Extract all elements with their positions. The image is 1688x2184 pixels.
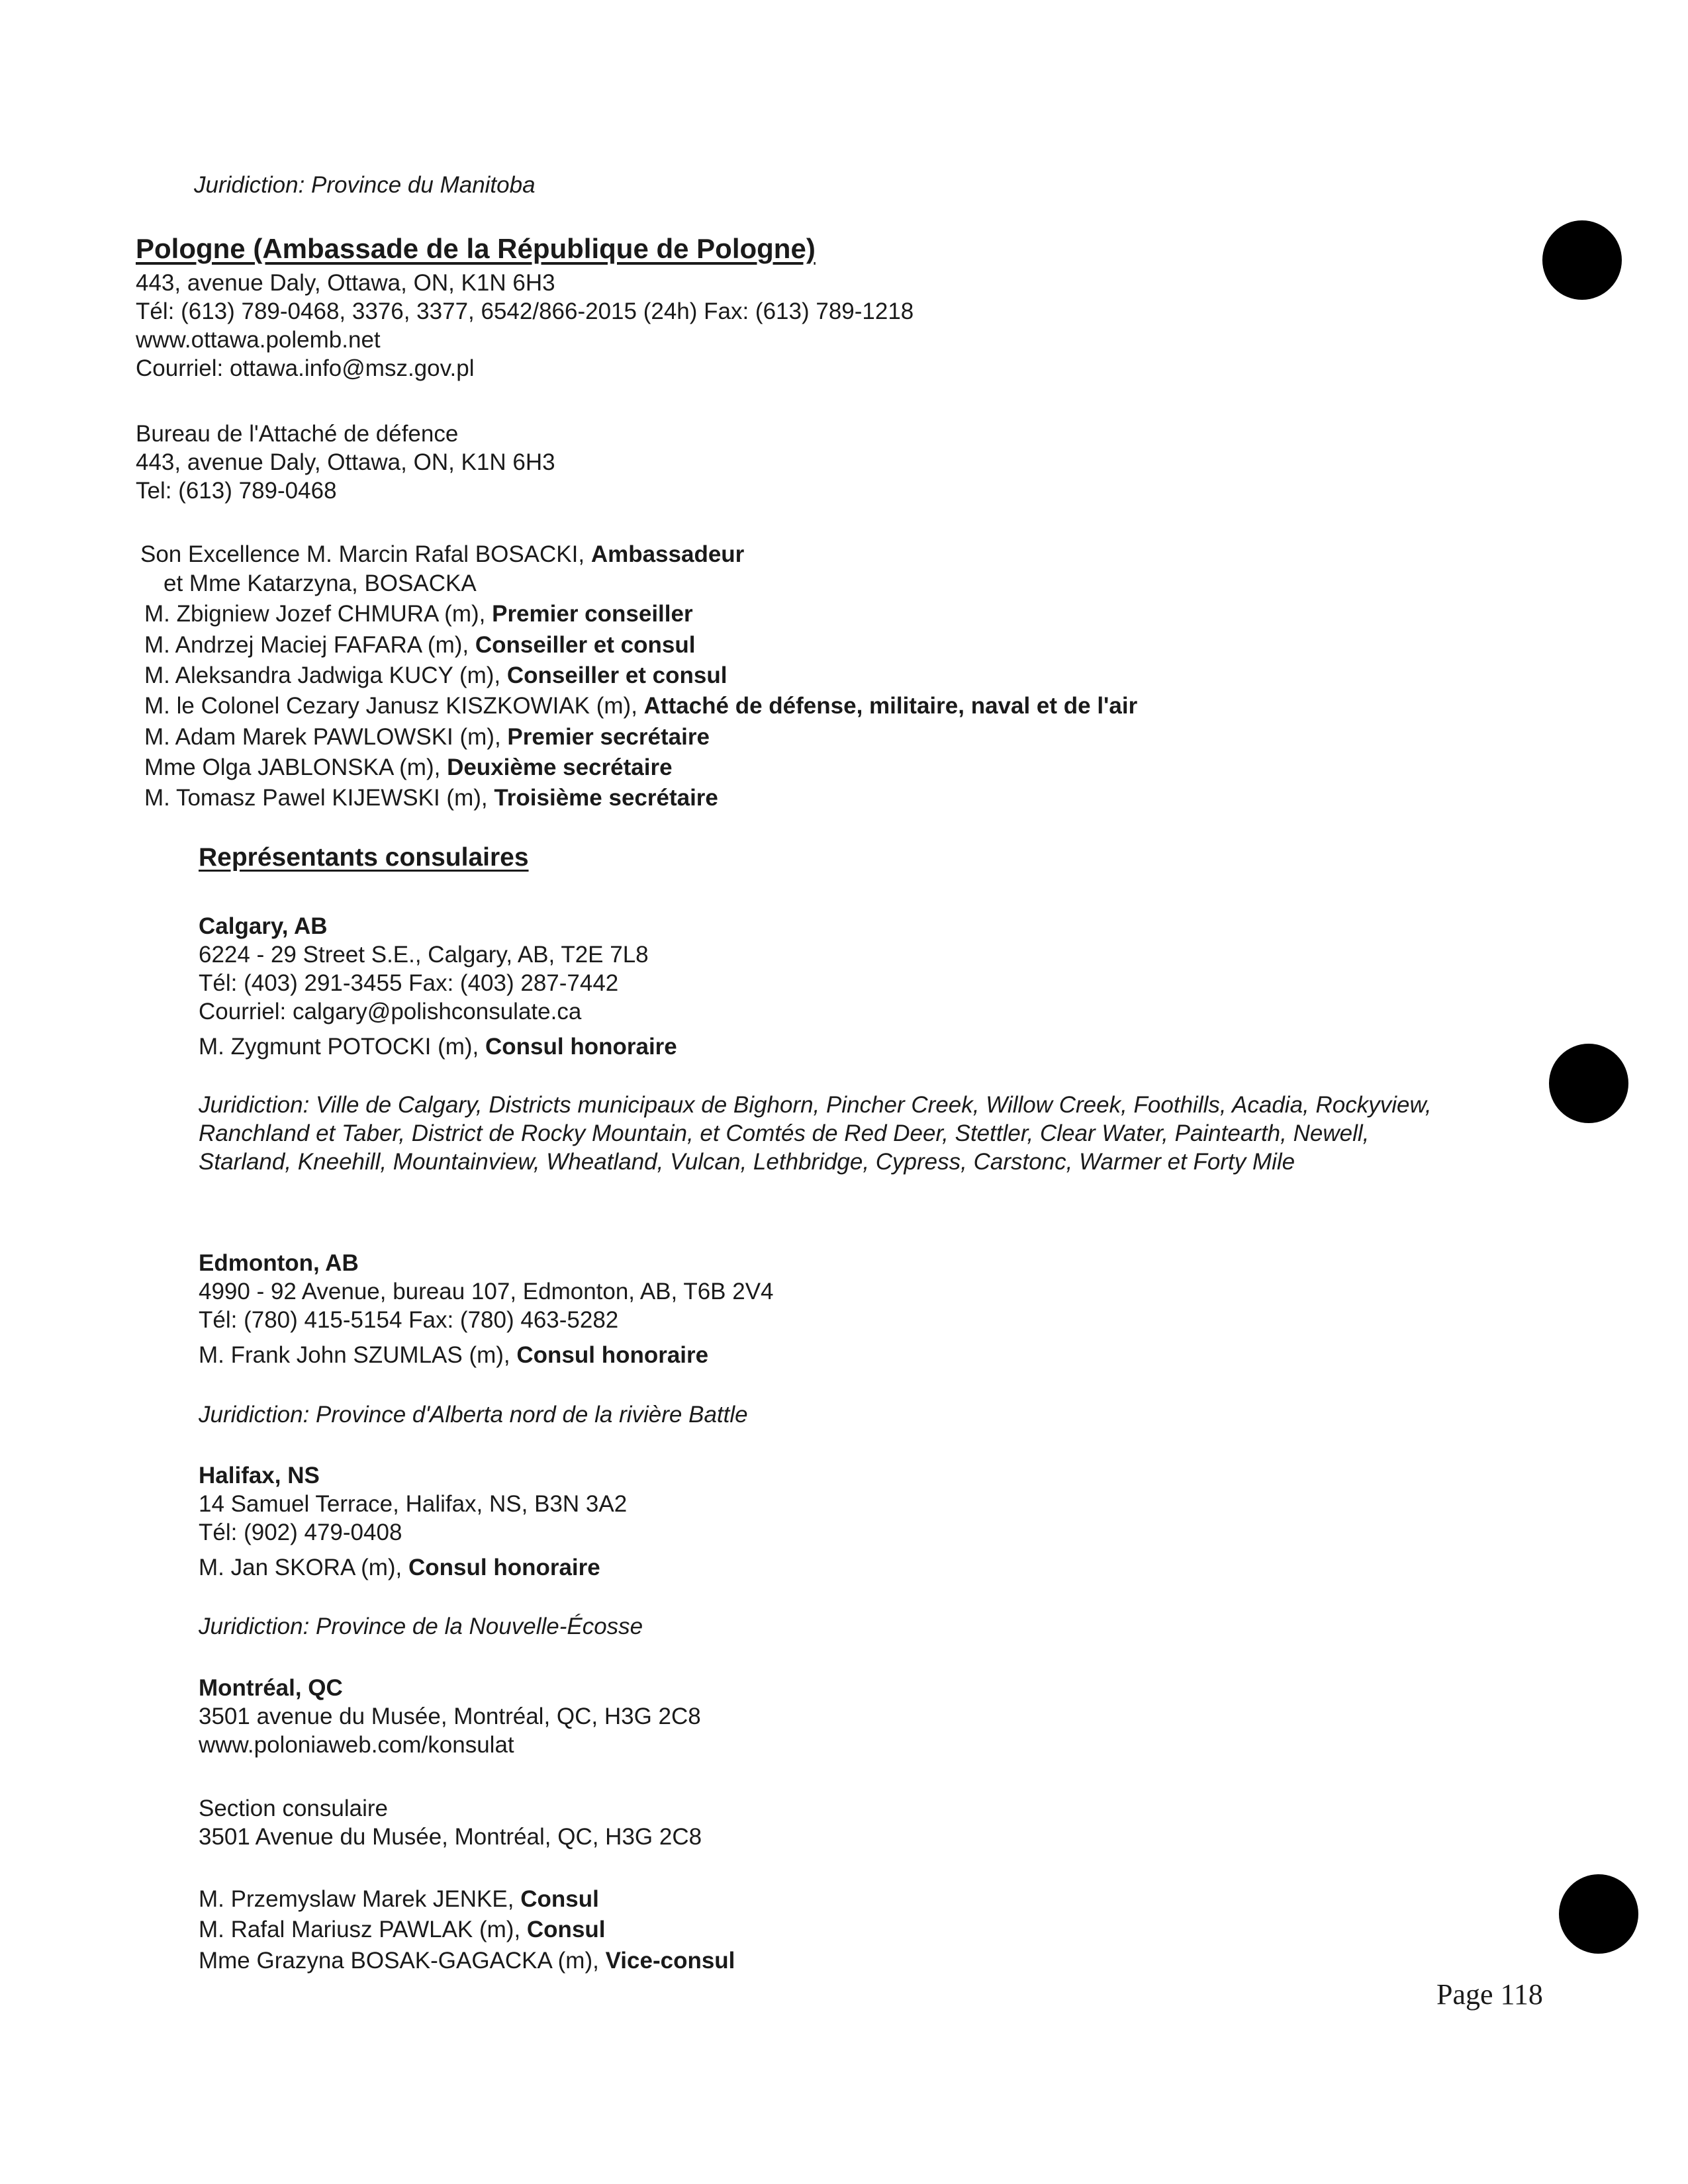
calgary-phone: Tél: (403) 291-3455 Fax: (403) 287-7442 [199, 970, 619, 996]
calgary-jurisdiction-line: Starland, Kneehill, Mountainview, Wheatland, Vulcan, Lethbridge, Cypress, Carstonc, Warmer et Forty Mile [199, 1149, 1295, 1175]
binder-hole-icon [1559, 1874, 1638, 1954]
halifax-phone: Tél: (902) 479-0408 [199, 1520, 402, 1545]
calgary-representative [199, 1032, 677, 1062]
staff-name: M. Adam Marek PAWLOWSKI (m), [144, 724, 508, 750]
staff-title: Consul [520, 1886, 599, 1912]
staff-row [144, 692, 1137, 721]
calgary-jurisdiction-line: Ranchland et Taber, District de Rocky Mountain, et Comtés de Red Deer, Stettler, Clear Water, Paintearth, Newell, [199, 1120, 1370, 1146]
defence-office-name: Bureau de l'Attaché de défence [136, 421, 459, 447]
consular-heading: Représentants consulaires [199, 843, 529, 872]
embassy-title: Pologne (Ambassade de la République de Pologne) [136, 233, 816, 264]
staff-name: M. Rafal Mariusz PAWLAK (m), [199, 1917, 527, 1942]
staff-row [144, 784, 718, 813]
edmonton-jurisdiction: Juridiction: Province d'Alberta nord de la rivière Battle [199, 1402, 748, 1428]
halifax-address: 14 Samuel Terrace, Halifax, NS, B3N 3A2 [199, 1491, 628, 1517]
halifax-jurisdiction: Juridiction: Province de la Nouvelle-Écosse [199, 1614, 643, 1639]
staff-name: M. Tomasz Pawel KIJEWSKI (m), [144, 785, 494, 811]
calgary-jurisdiction-line: Juridiction: Ville de Calgary, Districts municipaux de Bighorn, Pincher Creek, Willow Creek, Foothills, Acadia, Rockyview, [199, 1092, 1432, 1118]
staff-title: Attaché de défense, militaire, naval et de l'air [643, 693, 1138, 719]
page-number: Page 118 [1436, 1978, 1543, 2011]
montreal-website: www.poloniaweb.com/konsulat [199, 1732, 514, 1758]
binder-hole-icon [1542, 220, 1622, 300]
top-jurisdiction: Juridiction: Province du Manitoba [194, 172, 536, 198]
edmonton-address: 4990 - 92 Avenue, bureau 107, Edmonton, AB, T6B 2V4 [199, 1279, 774, 1304]
staff-row [140, 540, 744, 569]
staff-name: Mme Grazyna BOSAK-GAGACKA (m), [199, 1948, 606, 1974]
staff-row [144, 661, 727, 690]
montreal-address: 3501 avenue du Musée, Montréal, QC, H3G 2C8 [199, 1704, 701, 1729]
staff-name: Son Excellence M. Marcin Rafal BOSACKI, [140, 541, 591, 567]
staff-row [144, 600, 693, 629]
staff-name: M. le Colonel Cezary Janusz KISZKOWIAK (m), [144, 693, 644, 719]
staff-name: Mme Olga JABLONSKA (m), [144, 754, 447, 780]
staff-title: Deuxième secrétaire [447, 754, 673, 780]
calgary-address: 6224 - 29 Street S.E., Calgary, AB, T2E 7L8 [199, 942, 649, 968]
staff-row [144, 723, 710, 752]
embassy-email: Courriel: ottawa.info@msz.gov.pl [136, 355, 475, 381]
binder-hole-icon [1549, 1044, 1628, 1123]
calgary-email: Courriel: calgary@polishconsulate.ca [199, 999, 582, 1024]
staff-title: Premier secrétaire [507, 724, 710, 750]
staff-row [144, 631, 695, 660]
embassy-website: www.ottawa.polemb.net [136, 327, 381, 353]
montreal-section-address: 3501 Avenue du Musée, Montréal, QC, H3G 2C8 [199, 1824, 702, 1850]
montreal-city: Montréal, QC [199, 1675, 343, 1701]
staff-title: Vice-consul [605, 1948, 735, 1974]
staff-title: Conseiller et consul [506, 662, 727, 688]
rep-name: M. Frank John SZUMLAS (m), [199, 1342, 517, 1368]
halifax-city: Halifax, NS [199, 1463, 320, 1488]
staff-title: Troisième secrétaire [494, 785, 718, 811]
defence-office-phone: Tel: (613) 789-0468 [136, 478, 337, 504]
rep-title: Consul honoraire [516, 1342, 709, 1368]
rep-name: M. Zygmunt POTOCKI (m), [199, 1034, 486, 1060]
montreal-staff-row [199, 1885, 599, 1914]
edmonton-representative [199, 1341, 708, 1370]
halifax-representative [199, 1553, 600, 1582]
staff-name: M. Zbigniew Jozef CHMURA (m), [144, 601, 492, 627]
embassy-phone: Tél: (613) 789-0468, 3376, 3377, 6542/866-2015 (24h) Fax: (613) 789-1218 [136, 298, 914, 324]
calgary-city: Calgary, AB [199, 913, 328, 939]
edmonton-phone: Tél: (780) 415-5154 Fax: (780) 463-5282 [199, 1307, 619, 1333]
staff-title: Ambassadeur [590, 541, 745, 567]
staff-title: Consul [526, 1917, 606, 1942]
rep-name: M. Jan SKORA (m), [199, 1555, 408, 1580]
rep-title: Consul honoraire [408, 1555, 600, 1580]
defence-office-address: 443, avenue Daly, Ottawa, ON, K1N 6H3 [136, 449, 555, 475]
staff-name: M. Andrzej Maciej FAFARA (m), [144, 632, 475, 658]
staff-name: et Mme Katarzyna, BOSACKA [164, 570, 477, 596]
staff-row [144, 753, 673, 782]
staff-title: Premier conseiller [492, 601, 693, 627]
montreal-section-name: Section consulaire [199, 1796, 388, 1821]
staff-title: Conseiller et consul [475, 632, 696, 658]
staff-name: M. Aleksandra Jadwiga KUCY (m), [144, 662, 507, 688]
staff-row [164, 569, 477, 598]
staff-name: M. Przemyslaw Marek JENKE, [199, 1886, 521, 1912]
embassy-address: 443, avenue Daly, Ottawa, ON, K1N 6H3 [136, 270, 555, 296]
edmonton-city: Edmonton, AB [199, 1250, 359, 1276]
rep-title: Consul honoraire [485, 1034, 677, 1060]
montreal-staff-row [199, 1946, 735, 1976]
montreal-staff-row [199, 1915, 606, 1944]
